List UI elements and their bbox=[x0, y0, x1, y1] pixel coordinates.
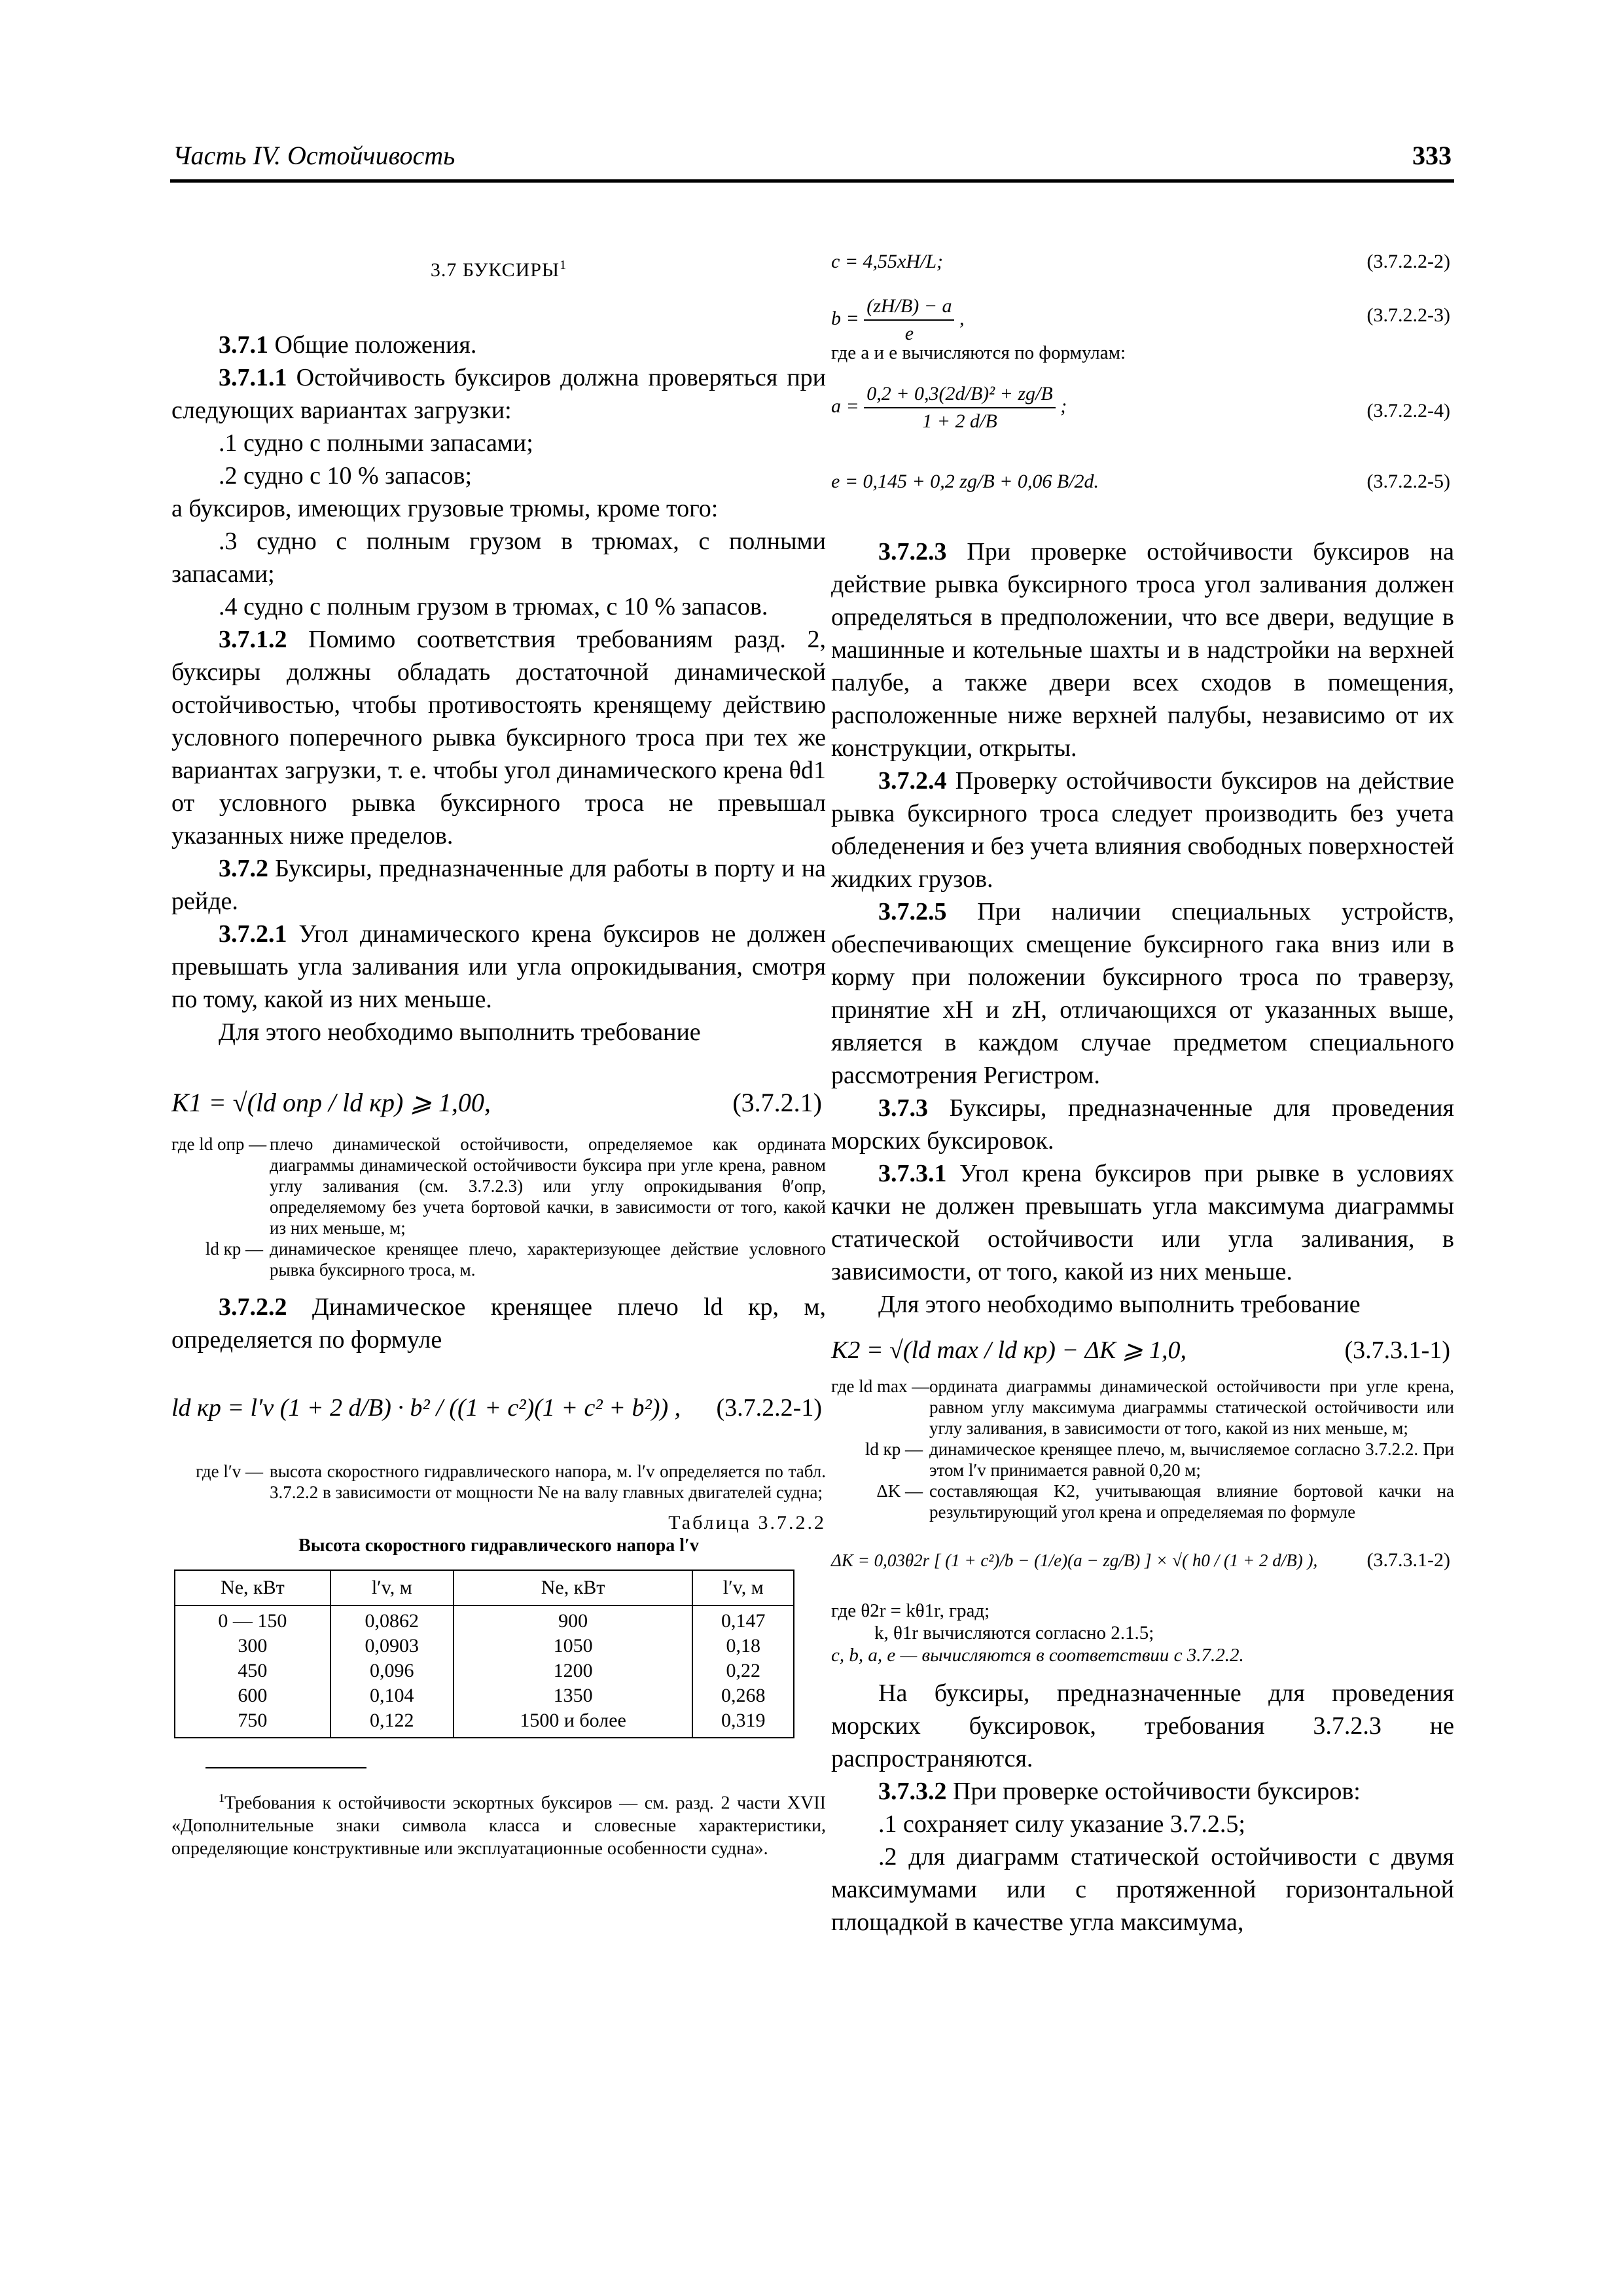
formula-text: ld кр = l′v (1 + 2 d/B) · b² / ((1 + c²)(1 + c² + b²)) , bbox=[171, 1394, 681, 1422]
table-header: l′v, м bbox=[692, 1570, 794, 1605]
formula-number: (3.7.2.2-5) bbox=[1366, 471, 1450, 492]
header-part-title: Часть IV. Остойчивость bbox=[173, 141, 455, 170]
table-cell-col4: 0,147 0,18 0,22 0,268 0,319 bbox=[692, 1605, 794, 1738]
left-column bbox=[171, 242, 826, 1860]
formula-number: (3.7.3.1-1) bbox=[1344, 1336, 1450, 1364]
formula-text: K1 = √(ld опр / ld кр) ⩾ 1,00, bbox=[171, 1088, 491, 1117]
table-header: Ne, кВт bbox=[454, 1570, 693, 1605]
formula-number: (3.7.2.1) bbox=[732, 1088, 822, 1117]
para-3-7-3: 3.7.3 Буксиры, предназначенные для проведения морских буксировок. bbox=[831, 1094, 1454, 1155]
table-header: l′v, м bbox=[330, 1570, 454, 1605]
where-text: плечо динамической остойчивости, определяемое как ордината диаграммы динамической остойчивости буксира при угле крена, равном углу заливания (см. 3.7.2.3) или углу опрокидывания θ′опр, определяемому без учета бортовой качки, в зависимости от того, какой из них меньше, м; bbox=[270, 1134, 826, 1238]
where-key: где l′v — bbox=[196, 1462, 263, 1481]
para-3-7-2: 3.7.2 Буксиры, предназначенные для работы в порту и на рейде. bbox=[171, 855, 826, 915]
formula-3-7-3-1-1 bbox=[831, 1327, 1454, 1373]
fraction: $\frac{\text{0,2 + 0,3(2d/B)² + zg/B}}{1 + 2 d/B}$ bbox=[864, 381, 1055, 435]
where-key: ld кр — bbox=[205, 1239, 263, 1259]
para-requirement-2: Для этого необходимо выполнить требование bbox=[878, 1291, 1361, 1318]
para-requirement: Для этого необходимо выполнить требование bbox=[219, 1018, 701, 1046]
para-3-7-2-5: 3.7.2.5 При наличии специальных устройств, обеспечивающих смещение буксирного гака вниз или в корму при положении буксирного троса по траверзу, принятие xH и zH, отличающихся от указанных выше, является в каждом случае предметом специального рассмотрения Регистром. bbox=[831, 898, 1454, 1089]
formula-text: K2 = √(ld max / ld кр) − ΔK ⩾ 1,0, bbox=[831, 1336, 1187, 1364]
para-3-7-3-2: 3.7.3.2 При проверке остойчивости буксиров: bbox=[878, 1778, 1361, 1805]
where-key: где ld max — bbox=[831, 1376, 930, 1396]
formula-3-7-2-2-2 bbox=[831, 249, 1454, 275]
where-text: высота скоростного гидравлического напора, м. l′v определяется по табл. 3.7.2.2 в зависимости от мощности Ne на валу главных двигателей судна; bbox=[270, 1462, 826, 1502]
formula-number: (3.7.2.2-4) bbox=[1366, 400, 1450, 422]
para-3-7-1-2: 3.7.1.2 Помимо соответствия требованиям разд. 2, буксиры должны обладать достаточной динамической остойчивостью, чтобы противостоять кренящему действию условного поперечного рывка буксирного троса при тех же вариантах загрузки, т. е. чтобы угол динамического крена θd1 от условного рывка буксирного троса не превышал указанных ниже пределов. bbox=[171, 626, 826, 850]
running-header bbox=[170, 139, 1454, 183]
table-body bbox=[175, 1605, 794, 1738]
footnote: $^1$Требования к остойчивости эскортных буксиров — см. разд. 2 части XVII «Дополнительные знаки символа класса и словесные характеристики, определяющие конструктивные или эксплуатационные особенности судна». bbox=[171, 1791, 826, 1859]
where-block-2 bbox=[171, 1461, 826, 1503]
para-cargo-holds: а буксиров, имеющих грузовые трюмы, кроме того: bbox=[171, 495, 719, 522]
where-text: составляющая K2, учитывающая влияние бортовой качки на результирующий угол крена и определяемая по формуле bbox=[929, 1481, 1454, 1522]
formula-3-7-2-1 bbox=[171, 1080, 826, 1126]
formula-number: (3.7.3.1-2) bbox=[1366, 1549, 1450, 1571]
formula-text: e = 0,145 + 0,2 zg/B + 0,06 B/2d. bbox=[831, 471, 1099, 492]
where-text: ордината диаграммы динамической остойчивости при угле крена, равном углу максимума диаграммы статической остойчивости или углу заливания, в зависимости от того, какой из них меньше, м; bbox=[929, 1376, 1454, 1438]
formula-3-7-2-2-5 bbox=[831, 469, 1454, 495]
formula-3-7-2-2-3: b = $\frac{(zH/B) - a}{e}$ , (3.7.2.2-3) bbox=[831, 293, 1454, 336]
para-list-2: .2 судно с 10 % запасов; bbox=[219, 462, 473, 490]
para-3-7-1-1: 3.7.1.1 Остойчивость буксиров должна проверяться при следующих вариантах загрузки: bbox=[171, 364, 826, 424]
page-number: 333 bbox=[1412, 141, 1452, 170]
formula-3-7-2-2-1 bbox=[171, 1385, 826, 1431]
para-list-4: .4 судно с полным грузом в трюмах, с 10 % запасов. bbox=[219, 593, 768, 620]
table-header-row bbox=[175, 1570, 794, 1605]
where-text: динамическое кренящее плечо, м, вычисляемое согласно 3.7.2.2. При этом l′v принимается равной 0,20 м; bbox=[929, 1439, 1454, 1480]
para-list-1: .1 судно с полными запасами; bbox=[219, 429, 533, 457]
where-line: где θ2r = kθ1r, град; bbox=[831, 1600, 990, 1621]
para-list-r1: .1 сохраняет силу указание 3.7.2.5; bbox=[878, 1810, 1245, 1838]
where-key: ld кр — bbox=[865, 1439, 923, 1459]
formula-number: (3.7.2.2-1) bbox=[716, 1394, 822, 1422]
where-line: c, b, a, e — вычисляются в соответствии с 3.7.2.2. bbox=[831, 1645, 1244, 1666]
where-block-1 bbox=[171, 1134, 826, 1280]
table-cell-col3: 900 1050 1200 1350 1500 и более bbox=[454, 1605, 693, 1738]
para-3-7-2-4: 3.7.2.4 Проверку остойчивости буксиров на действие рывка буксирного троса следует производить без учета обледенения и без учета влияния свободных поверхностей жидких грузов. bbox=[831, 767, 1454, 893]
footnote-rule bbox=[205, 1767, 366, 1768]
table-label: Таблица 3.7.2.2 bbox=[668, 1512, 826, 1534]
table-header: Ne, кВт bbox=[175, 1570, 330, 1605]
where-block-3 bbox=[831, 1376, 1454, 1522]
formula-intro: где a и e вычисляются по формулам: bbox=[831, 342, 1126, 363]
formula-3-7-2-2-4: a = $\frac{\text{0,2 + 0,3(2d/B)² + zg/B}}{1 + 2 d/B}$ ; (3.7.2.2-4) bbox=[831, 381, 1454, 444]
formula-text: c = 4,55xH/L; bbox=[831, 251, 944, 272]
para-list-r2: .2 для диаграмм статической остойчивости с двумя максимумами или с протяженной горизонтальной площадкой в качестве угла максимума, bbox=[831, 1843, 1454, 1936]
formula-number: (3.7.2.2-3) bbox=[1366, 304, 1450, 326]
velocity-head-table bbox=[174, 1570, 794, 1738]
table-cell-col1: 0 — 150 300 450 600 750 bbox=[175, 1605, 330, 1738]
formula-number: (3.7.2.2-2) bbox=[1366, 251, 1450, 272]
where-key: ΔK — bbox=[876, 1481, 923, 1501]
where-key: где ld опр — bbox=[171, 1134, 267, 1154]
para-not-applied: На буксиры, предназначенные для проведения морских буксировок, требования 3.7.2.3 не распространяются. bbox=[831, 1679, 1454, 1772]
para-3-7-2-2: 3.7.2.2 Динамическое кренящее плечо ld кр, м, определяется по формуле bbox=[171, 1293, 826, 1354]
para-3-7-2-1: 3.7.2.1 Угол динамического крена буксиров не должен превышать угла заливания или угла опрокидывания, смотря по тому, какой из них меньше. bbox=[171, 920, 826, 1013]
formula-text: ΔK = 0,03θ2r [ (1 + c²)/b − (1/e)(a − zg/B) ] × √( h0 / (1 + 2 d/B) ), bbox=[831, 1551, 1318, 1570]
where-line: k, θ1r вычисляются согласно 2.1.5; bbox=[874, 1623, 1154, 1643]
section-title: 3.7 БУКСИРЫ$^1$ bbox=[430, 258, 567, 281]
fraction: $\frac{(zH/B) - a}{e}$ bbox=[864, 293, 954, 347]
para-3-7-2-3: 3.7.2.3 При проверке остойчивости буксиров на действие рывка буксирного троса угол заливания должен определяться в предположении, что все двери, ведущие в машинные и котельные шахты и в надстройки на верхней палубе, а также двери всех сходов в помещения, расположенные ниже верхней палубы, независимо от их конструкции, открыты. bbox=[831, 538, 1454, 762]
para-list-3: .3 судно с полным грузом в трюмах, с полными запасами; bbox=[171, 528, 826, 588]
table-cell-col2: 0,0862 0,0903 0,096 0,104 0,122 bbox=[330, 1605, 454, 1738]
formula-3-7-3-1-2 bbox=[831, 1542, 1454, 1592]
right-column bbox=[831, 249, 1454, 1939]
para-3-7-1: 3.7.1 Общие положения. bbox=[219, 331, 477, 359]
para-3-7-3-1: 3.7.3.1 Угол крена буксиров при рывке в условиях качки не должен превышать угла максимума диаграммы статической остойчивости или угла заливания, в зависимости, от того, какой из них меньше. bbox=[831, 1160, 1454, 1285]
where-text: динамическое кренящее плечо, характеризующее действие условного рывка буксирного троса, м. bbox=[270, 1239, 826, 1280]
table-title: Высота скоростного гидравлического напора l′v bbox=[298, 1535, 699, 1556]
